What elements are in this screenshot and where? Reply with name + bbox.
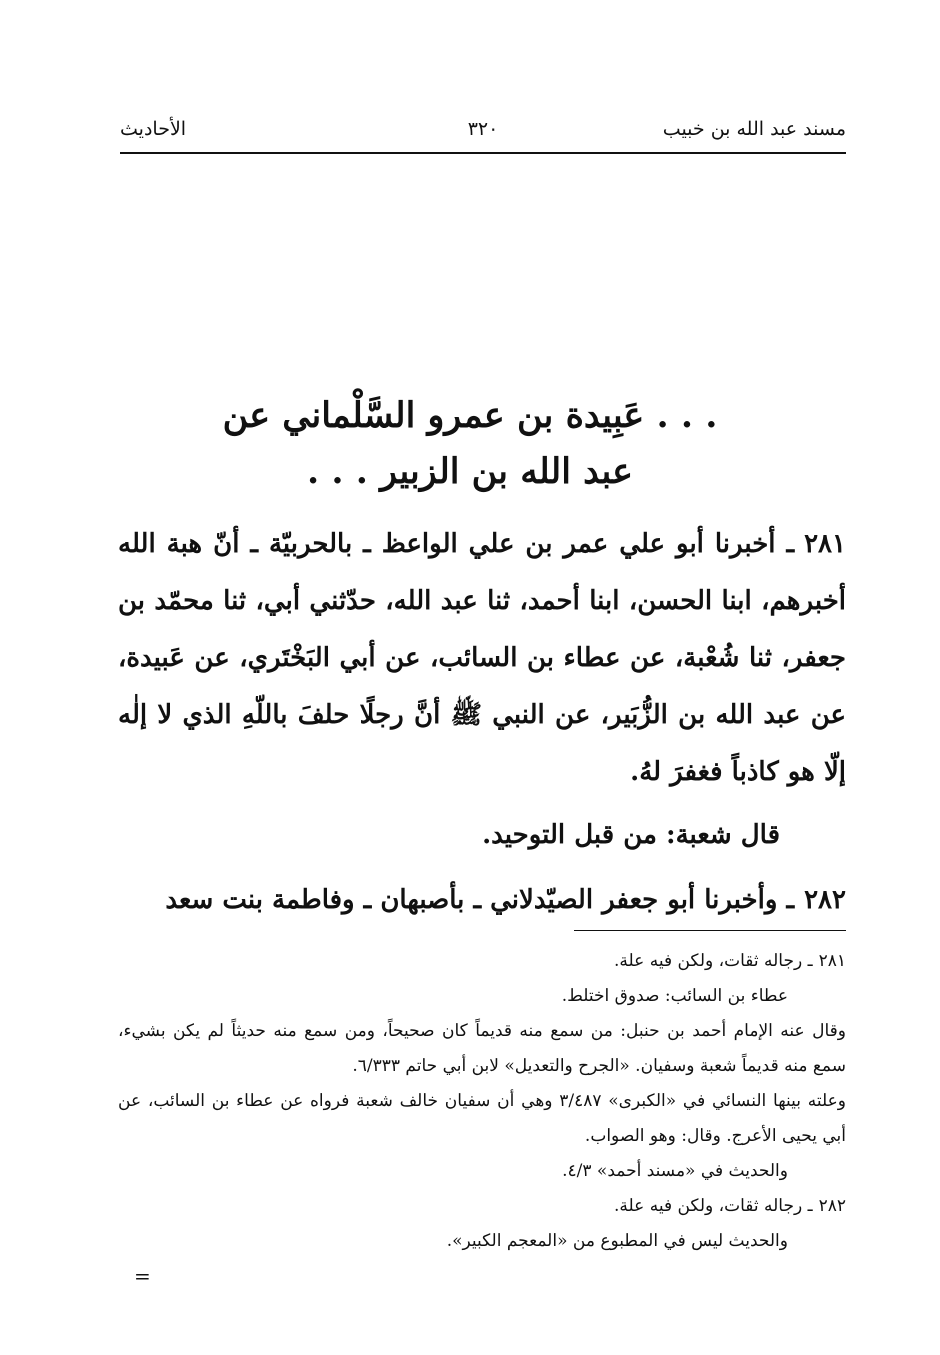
footnote-divider xyxy=(574,930,846,931)
page-number: ٣٢٠ xyxy=(467,118,499,140)
continuation-mark: = xyxy=(134,1264,151,1288)
footnote-281-nasai-note: وعلته بينها النسائي في «الكبرى» ٣/٤٨٧ وهي أن سفيان خالف شعبة فرواه عن عطاء بن السائب، عن أبي يحيى الأعرج. وقال: وهو الصواب. xyxy=(118,1091,846,1146)
footnote-number: ٢٨٢ xyxy=(818,1196,846,1216)
footnote-text: ـ رجاله ثقات، ولكن فيه علة. xyxy=(614,1196,813,1216)
main-text xyxy=(118,516,846,929)
hadith-281 xyxy=(118,516,846,801)
running-header xyxy=(120,118,846,150)
hadith-number: ٢٨١ xyxy=(804,529,846,559)
hadith-number: ٢٨٢ xyxy=(804,885,846,915)
footnote-281-narrator-note: عطاء بن السائب: صدوق اختلط. xyxy=(561,986,788,1006)
footnote-number: ٢٨١ xyxy=(818,951,846,971)
section-title-line-2: عبد الله بن الزبير . . . xyxy=(307,451,633,492)
hadith-text: ـ وأخبرنا أبو جعفر الصيّدلاني ـ بأصبهان ـ وفاطمة بنت سعد xyxy=(165,885,795,915)
footnote-281-ahmad-quote: وقال عنه الإمام أحمد بن حنبل: من سمع منه قديماً كان صحيحاً، ومن سمع منه حديثاً لم يكن بشيء، سمع منه قديماً شعبة وسفيان. «الجرح والتعديل» لابن أبي حاتم ٦/٣٣٣. xyxy=(118,1021,846,1076)
footnote-text: ـ رجاله ثقات، ولكن فيه علة. xyxy=(614,951,813,971)
footnote-281-musnad-ref: والحديث في «مسند أحمد» ٤/٣. xyxy=(562,1161,788,1181)
section-title xyxy=(180,388,760,500)
footnote-281-line xyxy=(118,944,846,979)
section-title-line-1: . . . عَبِيدة بن عمرو السَّلْماني عن xyxy=(222,395,718,436)
footnote-282-line xyxy=(118,1189,846,1224)
shuba-quote: قال شعبة: من قبل التوحيد. xyxy=(482,820,780,850)
header-section-name: الأحاديث xyxy=(120,118,187,140)
footnotes xyxy=(118,944,846,1259)
header-book-title: مسند عبد الله بن خبيب xyxy=(662,118,846,140)
hadith-text: ـ أخبرنا أبو علي عمر بن علي الواعظ ـ بالحربيّة ـ أنّ هبة الله أخبرهم، ابنا الحسن، ابنا أحمد، ثنا عبد الله، حدّثني أبي، ثنا محمّد بن جعفر، ثنا شُعْبة، عن عطاء بن السائب، عن أبي البَخْتَري، عن عَبيدة، عن عبد الله بن الزُّبَير، عن النبي ﷺ أنَّ رجلًا حلفَ باللّهِ الذي لا إلٰه إلّا هو كاذباً فغفرَ لهُ. xyxy=(118,529,846,787)
header-divider xyxy=(120,152,846,154)
hadith-282 xyxy=(118,872,846,929)
footnote-282-note: والحديث ليس في المطبوع من «المعجم الكبير». xyxy=(446,1231,788,1251)
